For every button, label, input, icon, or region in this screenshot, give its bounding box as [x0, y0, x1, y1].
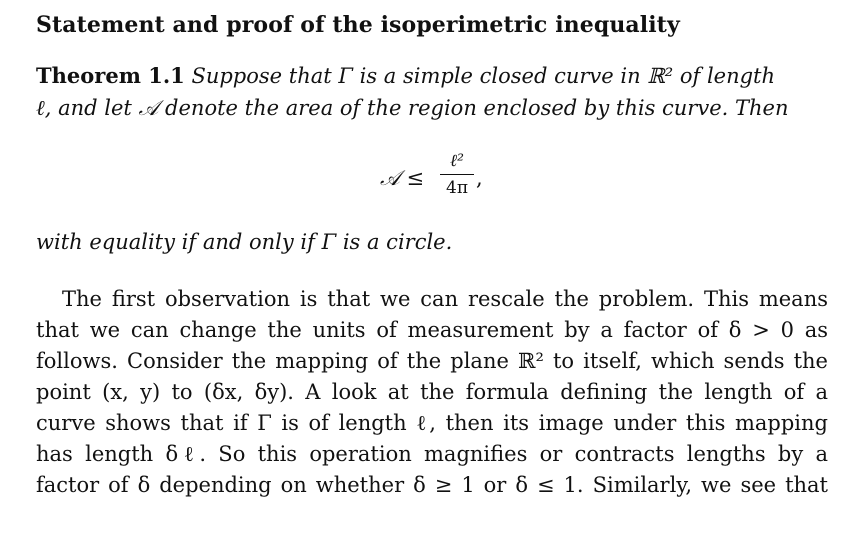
- fraction-numerator: ℓ²: [450, 151, 464, 171]
- fraction-denominator: 4π: [446, 178, 468, 198]
- section-heading: Statement and proof of the isoperimetric inequality: [36, 12, 680, 38]
- paragraph-line: point (x, y) to (δx, δy). A look at the formula defining the length of a: [36, 380, 828, 404]
- paragraph-line: curve shows that if Γ is of length ℓ, then its image under this mapping: [36, 411, 828, 435]
- equation-comma: ,: [476, 166, 483, 190]
- theorem-line-2: ℓ, and let 𝒜 denote the area of the region enclosed by this curve. Then: [36, 96, 789, 120]
- equality-condition: with equality if and only if Γ is a circle.: [36, 230, 453, 254]
- theorem-statement: [36, 60, 831, 124]
- body-paragraph: [36, 284, 828, 501]
- paragraph-line: factor of δ depending on whether δ ≥ 1 or δ ≤ 1. Similarly, we see that: [36, 473, 828, 497]
- theorem-line-1: [36, 60, 831, 92]
- paragraph-line: has length δℓ. So this operation magnifies or contracts lengths by a: [36, 442, 828, 466]
- equation-lhs: 𝒜 ≤: [380, 166, 425, 190]
- isoperimetric-equation: [380, 150, 520, 210]
- paragraph-line: The first observation is that we can rescale the problem. This means: [62, 287, 828, 311]
- equation-fraction: [440, 150, 474, 199]
- fraction-bar: [440, 174, 474, 175]
- theorem-text-1: Suppose that Γ is a simple closed curve in ℝ² of length: [191, 64, 776, 88]
- paragraph-line: follows. Consider the mapping of the plane ℝ² to itself, which sends the: [36, 349, 828, 373]
- theorem-label: Theorem 1.1: [36, 63, 185, 88]
- paragraph-line: that we can change the units of measurement by a factor of δ > 0 as: [36, 318, 828, 342]
